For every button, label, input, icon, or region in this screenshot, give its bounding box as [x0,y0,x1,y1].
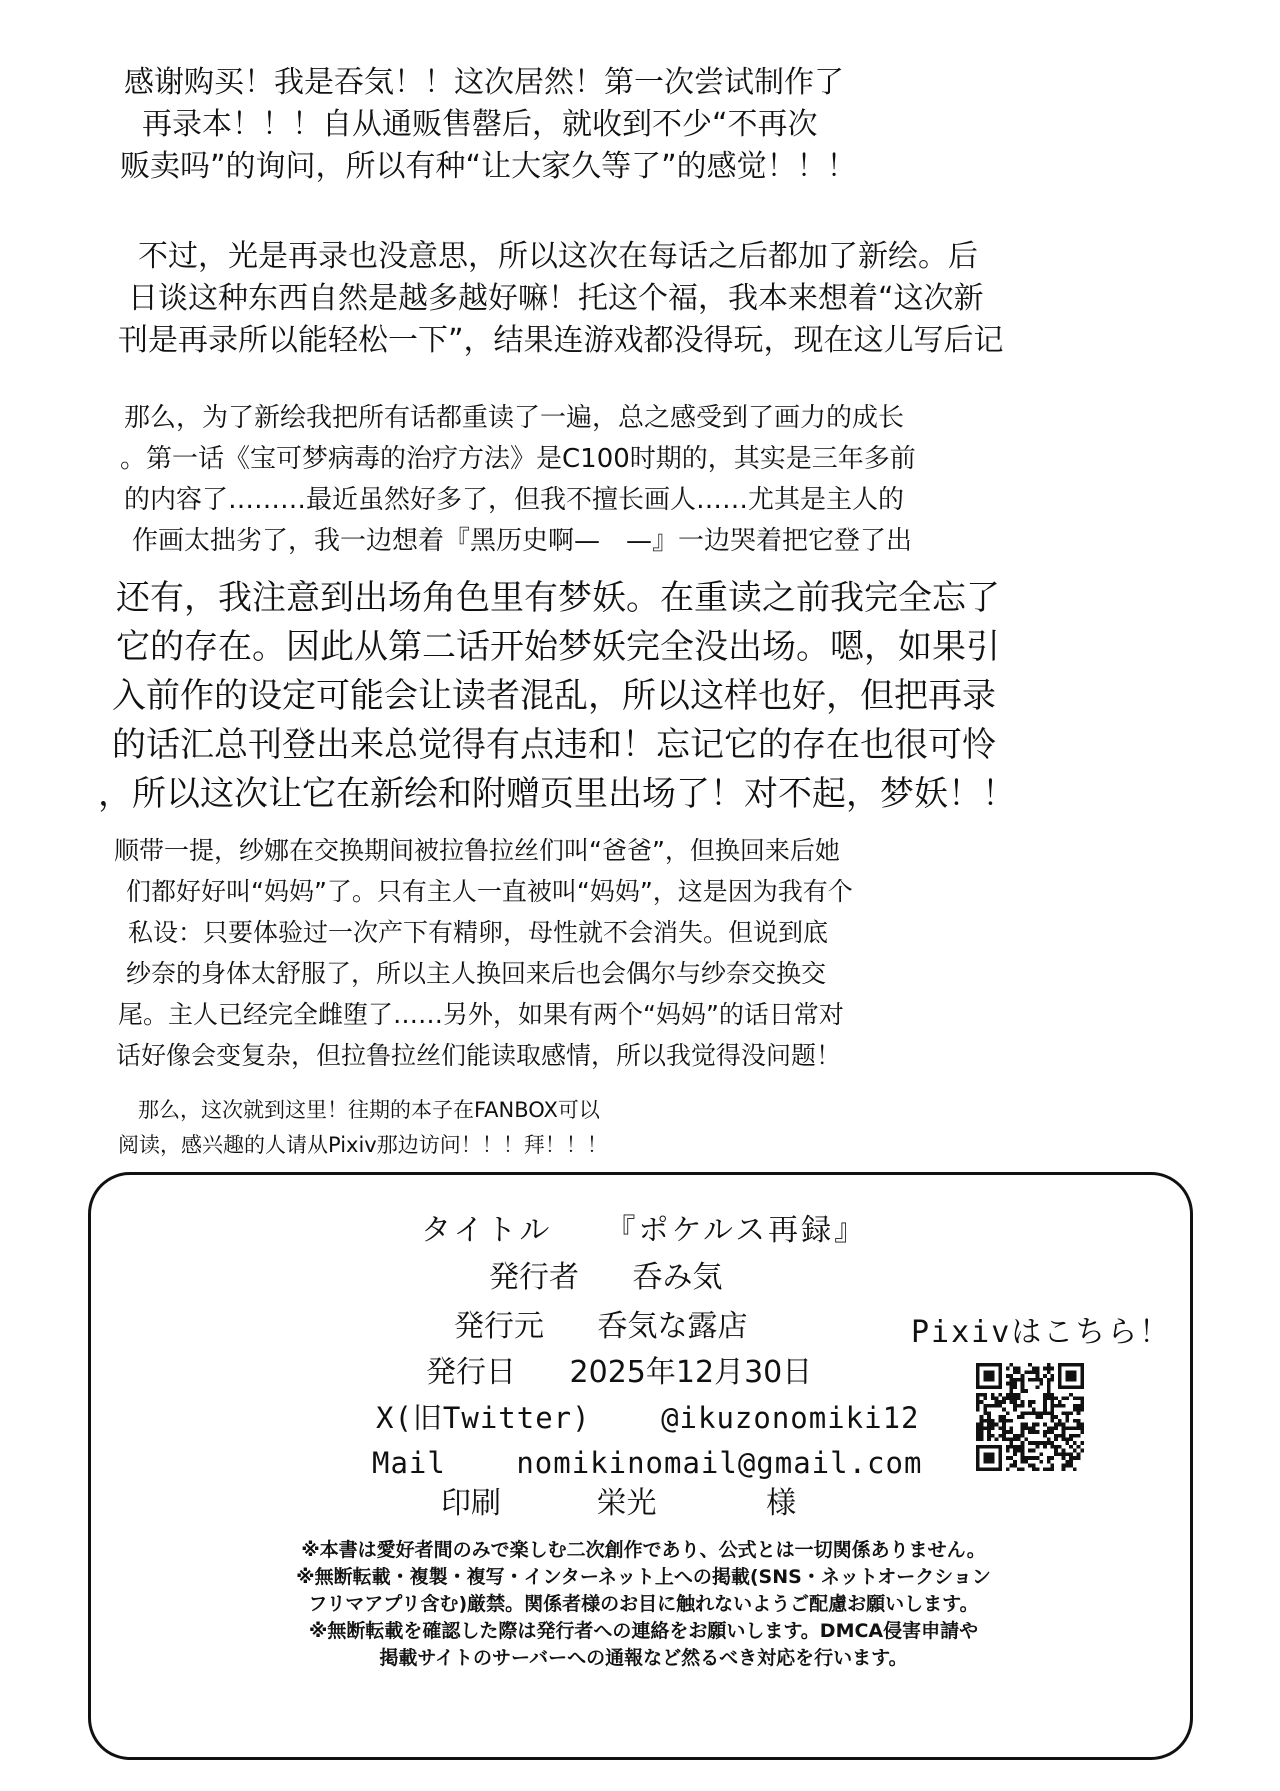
mail-label: Mail [372,1446,446,1480]
afterword-paragraph-aside [114,830,853,1076]
note-line: 掲載サイトのサーバーへの通報など然るべき対応を行います。 [379,1647,908,1669]
text-line: 不过，光是再录也没意思，所以这次在每话之后都加了新绘。后 [138,239,978,274]
text-line: 尾。主人已经完全雌堕了……另外，如果有两个“妈妈”的话日常对 [118,1000,844,1029]
title-label: タイトル [421,1213,553,1248]
text-line: 话好像会变复杂，但拉鲁拉丝们能读取感情，所以我觉得没问题！ [116,1041,842,1070]
note-line: ※無断転載を確認した際は発行者への連絡をお願いします。DMCA侵害申請や [308,1620,979,1642]
text-line: 入前作的设定可能会让读者混乱，所以这样也好，但把再录 [112,676,996,716]
colophon-publisher-row [489,1260,723,1296]
text-line: 私设：只要体验过一次产下有精卵，母性就不会消失。但说到底 [128,918,829,947]
text-line: 顺带一提，纱娜在交换期间被拉鲁拉丝们叫“爸爸”，但换回来后她 [114,836,840,865]
text-line: 贩卖吗”的询问，所以有种“让大家久等了”的感觉！！！ [120,149,857,184]
qr-code-icon[interactable] [976,1363,1084,1471]
colophon-box [88,1172,1193,1760]
colophon-date-row [426,1355,812,1391]
note-line: フリマアプリ含む)厳禁。関係者様のお目に触れないようご配慮お願いします。 [308,1593,979,1615]
publisher-label: 発行者 [489,1260,579,1295]
print-label: 印刷 [441,1486,501,1521]
organization-value: 呑気な露店 [597,1309,748,1344]
note-line: ※本書は愛好者間のみで楽しむ二次創作であり、公式とは一切関係ありません。 [301,1539,986,1561]
text-line: 刊是再录所以能轻松一下”，结果连游戏都没得玩，现在这儿写后记 [118,323,1004,358]
print-value: 栄光 [596,1486,657,1521]
colophon-organization-row [454,1309,748,1345]
afterword-paragraph-character [98,574,1016,819]
pixiv-link-label: Pixivはこちら！ [911,1315,1172,1350]
text-line: 再录本！！！自从通贩售罄后，就收到不少“不再次 [142,107,818,142]
mail-address: nomikinomail@gmail.com [516,1446,923,1480]
x-handle: @ikuzonomiki12 [661,1401,920,1435]
text-line: 那么，为了新绘我把所有话都重读了一遍，总之感受到了画力的成长 [124,403,905,433]
publisher-value: 呑み気 [632,1260,723,1295]
colophon-print-row [441,1486,796,1522]
text-line: 还有，我注意到出场角色里有梦妖。在重读之前我完全忘了 [116,578,1000,618]
afterword-paragraph-closing [118,1093,608,1163]
title-value: 『ポケルス再録』 [605,1213,868,1248]
organization-label: 発行元 [454,1309,544,1344]
print-honorific: 様 [766,1486,797,1521]
copyright-notes [121,1537,1166,1672]
note-line: ※無断転載・複製・複写・インターネット上への掲載(SNS・ネットオークション [296,1566,991,1588]
colophon-title-row [421,1213,867,1249]
afterword-paragraph-thanks [120,62,857,188]
text-line: 那么，这次就到这里！往期的本子在FANBOX可以 [138,1098,600,1122]
colophon-x-row [376,1400,920,1436]
text-line: ，所以这次让它在新绘和附赠页里出场了！对不起，梦妖！！ [98,774,1016,814]
text-line: 的内容了………最近虽然好多了，但我不擅长画人……尤其是主人的 [124,485,905,515]
text-line: 它的存在。因此从第二话开始梦妖完全没出场。嗯，如果引 [116,627,1000,667]
text-line: 感谢购买！我是吞気！！这次居然！第一次尝试制作了 [124,65,844,100]
date-label: 発行日 [426,1355,516,1390]
text-line: 的话汇总刊登出来总觉得有点违和！忘记它的存在也很可怜 [112,725,996,765]
text-line: 们都好好叫“妈妈”了。只有主人一直被叫“妈妈”，这是因为我有个 [126,877,853,906]
text-line: 作画太拙劣了，我一边想着『黑历史啊— —』一边哭着把它登了出 [132,526,913,556]
afterword-paragraph-new-art [118,236,1004,362]
text-line: 纱奈的身体太舒服了，所以主人换回来后也会偶尔与纱奈交换交 [126,959,827,988]
afterword-paragraph-reread [120,398,916,562]
date-value: 2025年12月30日 [569,1355,813,1390]
text-line: 。第一话《宝可梦病毒的治疗方法》是C100时期的，其实是三年多前 [120,444,916,474]
x-label: X(旧Twitter) [376,1401,591,1435]
text-line: 日谈这种东西自然是越多越好嘛！托这个福，我本来想着“这次新 [128,281,984,316]
colophon-mail-row [372,1445,922,1481]
text-line: 阅读，感兴趣的人请从Pixiv那边访问！！！拜！！！ [118,1133,608,1157]
